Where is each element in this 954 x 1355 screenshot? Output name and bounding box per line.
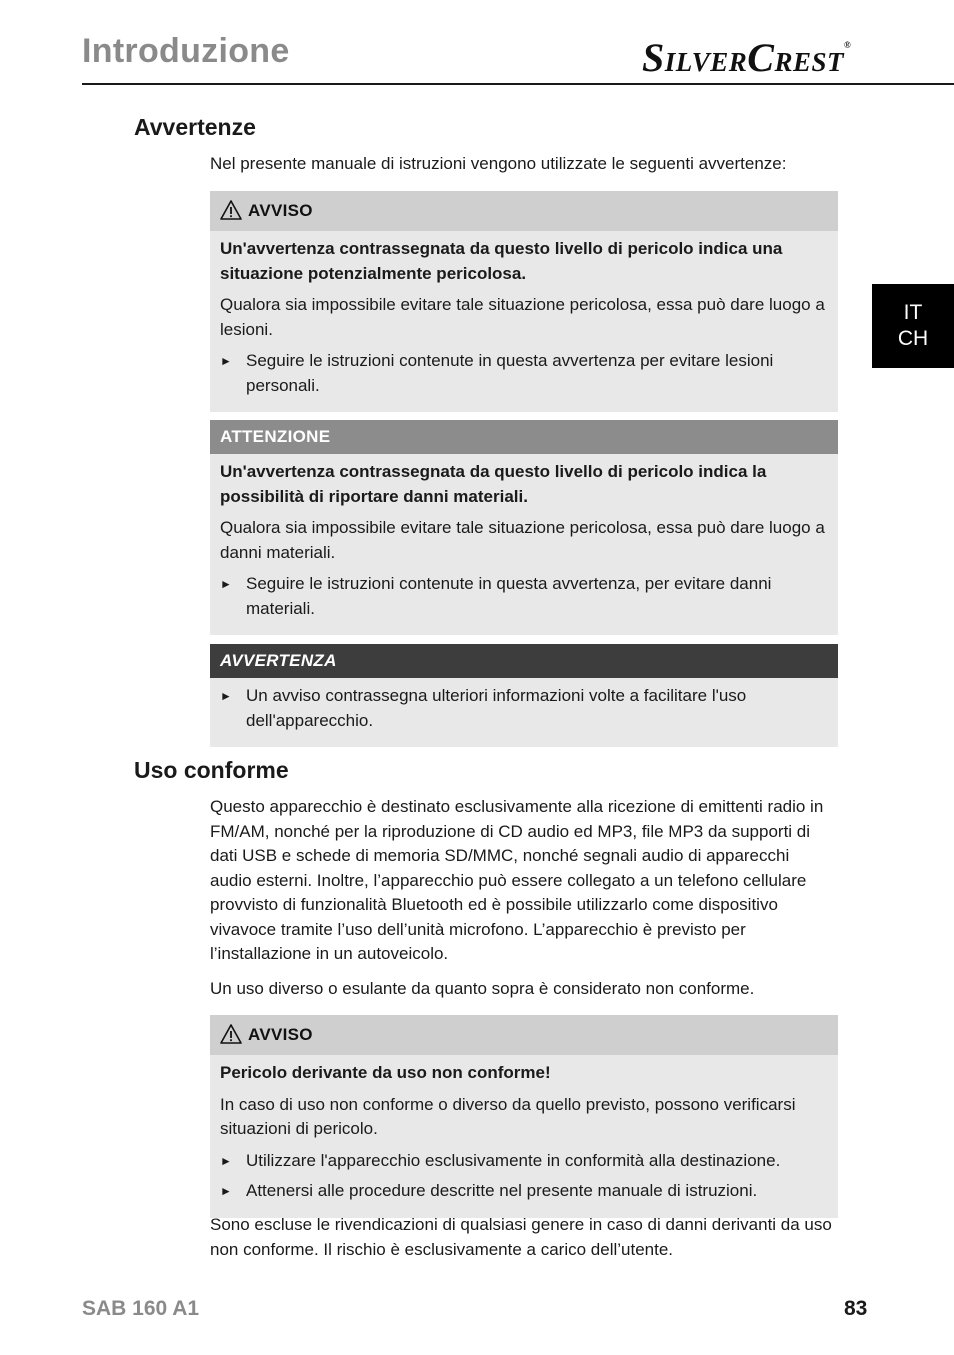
language-tab-it: IT (903, 301, 923, 324)
language-tab-ch: CH (897, 327, 929, 350)
avvertenza-label: AVVERTENZA (220, 651, 337, 670)
page-number: 83 (844, 1297, 868, 1320)
uso-conforme-paragraph: Questo apparecchio è destinato esclusivamente alla ricezione di emittenti radio in FM/AM, nonché per la riproduzione di CD audio ed MP3, file MP3 da supporti di dati USB e schede di memoria SD/MMC, nonché segnali audio di apparecchi audio esterni. Inoltre, l’apparecchio può essere collegato a un telefono cellulare provvisto di funzionalità Bluetooth ed è possibile utilizzarlo come dispositivo vivavoce tramite l’uso dell’unità microfono. L’apparecchio è previsto per l’installazione in un autoveicolo. (210, 797, 824, 963)
right-pointer-icon: ► (220, 1184, 232, 1198)
avvertenza-box-header (210, 644, 838, 678)
bullet-text: Utilizzare l'apparecchio esclusivamente in conformità alla destinazione. (246, 1150, 781, 1170)
warning-triangle-icon (220, 1024, 242, 1044)
language-tab (872, 284, 954, 368)
list-item (220, 1179, 828, 1204)
attenzione-bold-text: Un'avvertenza contrassegnata da questo livello di pericolo indica la possibilità di riportare danni materiali. (220, 462, 767, 506)
list-item (220, 349, 828, 398)
warning-box-avviso (210, 191, 838, 412)
right-pointer-icon: ► (220, 577, 232, 591)
attenzione-text: Qualora sia impossibile evitare tale situazione pericolosa, essa può dare luogo a danni materiali. (220, 518, 825, 562)
attenzione-label: ATTENZIONE (220, 427, 331, 446)
bullet-text: Attenersi alle procedure descritte nel presente manuale di istruzioni. (246, 1181, 758, 1200)
list-item (220, 684, 828, 733)
bullet-text: Un avviso contrassegna ulteriori informazioni volte a facilitare l'uso dell'apparecchio. (246, 686, 747, 730)
liability-paragraph: Sono escluse le rivendicazioni di qualsiasi genere in caso di danni derivanti da uso non conforme. Il rischio è esclusivamente a carico dell’utente. (210, 1215, 832, 1259)
warning-bold-text: Pericolo derivante da uso non conforme! (220, 1063, 551, 1082)
warning-text: Qualora sia impossibile evitare tale situazione pericolosa, essa può dare luogo a lesioni. (220, 295, 825, 339)
warning-box-header (210, 191, 838, 231)
silvercrest-logo: SILVERCREST® (642, 35, 852, 80)
note-box-avvertenza (210, 644, 838, 747)
footer-model: SAB 160 A1 (82, 1297, 200, 1320)
warning-triangle-icon (220, 200, 242, 220)
page-title: Introduzione (82, 32, 290, 70)
warning-label: AVVISO (248, 201, 313, 220)
section-heading-uso-conforme: Uso conforme (134, 757, 289, 783)
section-intro: Nel presente manuale di istruzioni vengono utilizzate le seguenti avvertenze: (210, 154, 787, 173)
section-heading-avvertenze: Avvertenze (134, 114, 256, 140)
warning-label: AVVISO (248, 1025, 313, 1044)
list-item (220, 572, 828, 621)
non-conforme-paragraph: Un uso diverso o esulante da quanto sopra è considerato non conforme. (210, 979, 755, 998)
warning-box-attenzione (210, 420, 838, 635)
warning-box-avviso-uso (210, 1015, 838, 1218)
right-pointer-icon: ► (220, 689, 232, 703)
bullet-text: Seguire le istruzioni contenute in questa avvertenza, per evitare danni materiali. (246, 574, 772, 618)
attenzione-box-header (210, 420, 838, 454)
header-divider (82, 83, 954, 85)
warning-text: In caso di uso non conforme o diverso da quello previsto, possono verificarsi situazioni di pericolo. (220, 1094, 796, 1138)
list-item (220, 1149, 828, 1174)
right-pointer-icon: ► (220, 354, 232, 368)
bullet-text: Seguire le istruzioni contenute in questa avvertenza per evitare lesioni personali. (246, 351, 774, 395)
warning-box-header (210, 1015, 838, 1055)
warning-bold-text: Un'avvertenza contrassegnata da questo livello di pericolo indica una situazione potenzialmente pericolosa. (220, 239, 783, 283)
right-pointer-icon: ► (220, 1153, 232, 1168)
